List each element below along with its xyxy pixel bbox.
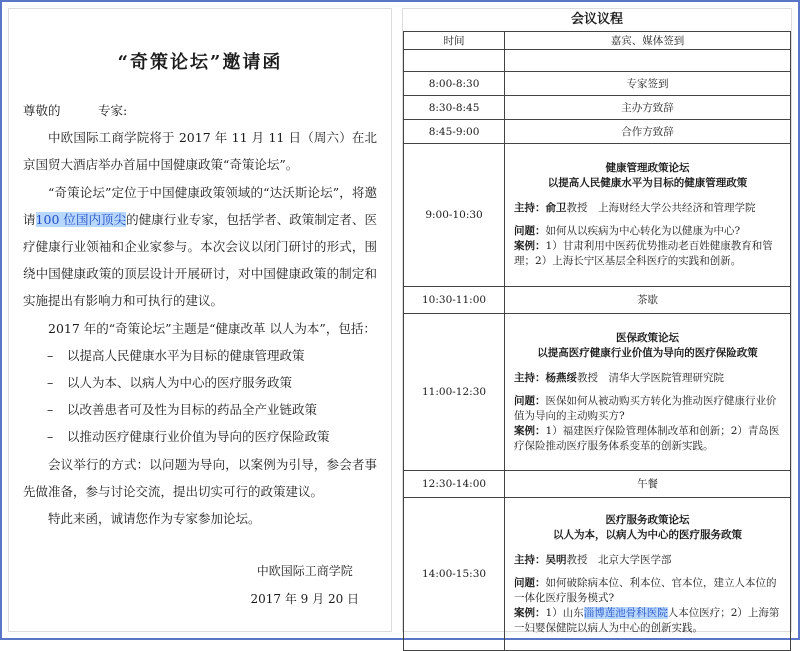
letter-paragraph-3: 2017 年的“奇策论坛”主题是“健康改革 以人为本”，包括： bbox=[48, 320, 376, 336]
session-title: 健康管理政策论坛 bbox=[605, 162, 690, 174]
session-cell bbox=[505, 314, 791, 471]
header-time: 时间 bbox=[404, 32, 505, 50]
row-event: 专家签到 bbox=[505, 72, 791, 96]
session-host: 主持：俞卫教授 上海财经大学公共经济和管理学院 bbox=[514, 202, 756, 214]
session-time: 11:00-12:30 bbox=[404, 314, 505, 471]
session-case: 案例：1）山东淄博莲池骨科医院人本位医疗；2）上海第一妇婴保健院以病人为中心的创新实践。 bbox=[514, 606, 780, 634]
topic-item: – 以提高人民健康水平为目标的健康管理政策 bbox=[23, 342, 377, 369]
table-row bbox=[404, 50, 791, 72]
row-time: 8:45-9:00 bbox=[404, 120, 505, 144]
session-subtitle: 以人为本，以病人为中心的医疗服务政策 bbox=[553, 528, 743, 541]
row-spacer bbox=[505, 50, 791, 72]
agenda-table bbox=[403, 31, 791, 651]
table-header-row bbox=[404, 32, 791, 50]
highlighted-text: 100 位国内顶尖 bbox=[35, 211, 127, 227]
session-time: 9:00-10:30 bbox=[404, 144, 505, 287]
header-event: 嘉宾、媒体签到 bbox=[505, 32, 791, 50]
topic-item: – 以推动医疗健康行业价值为导向的医疗保险政策 bbox=[23, 423, 377, 450]
session-host: 主持：杨燕绥教授 清华大学医院管理研究院 bbox=[514, 371, 725, 384]
row-time: 8:30-8:45 bbox=[404, 96, 505, 120]
session-subtitle: 以提高人民健康水平为目标的健康管理政策 bbox=[547, 177, 748, 189]
session-time: 14:00-15:30 bbox=[404, 498, 505, 651]
row-event: 茶歇 bbox=[505, 287, 791, 314]
session-cell bbox=[505, 498, 791, 651]
signature-date: 2017 年 9 月 20 日 bbox=[250, 592, 360, 606]
table-row bbox=[404, 471, 791, 498]
topic-item: – 以改善患者可及性为目标的药品全产业链政策 bbox=[23, 396, 377, 423]
session-question: 问题：如何从以疾病为中心转化为以健康为中心? bbox=[514, 225, 741, 237]
row-time: 10:30-11:00 bbox=[404, 287, 505, 314]
signature-block bbox=[251, 557, 360, 613]
agenda-title: 会议议程 bbox=[571, 12, 624, 27]
topic-list bbox=[23, 342, 377, 451]
letter-title: “奇策论坛”邀请函 bbox=[117, 52, 283, 73]
row-event: 合作方致辞 bbox=[505, 120, 791, 144]
session-row bbox=[404, 498, 791, 651]
highlighted-text: 淄博莲池骨科医院 bbox=[583, 606, 668, 619]
session-question: 问题：医保如何从被动购买方转化为推动医疗健康行业价值为导向的主动购买方? bbox=[514, 394, 777, 422]
session-row bbox=[404, 314, 791, 471]
row-spacer bbox=[404, 50, 505, 72]
letter-paragraph-2 bbox=[23, 179, 377, 315]
row-time: 12:30-14:00 bbox=[404, 471, 505, 498]
letter-paragraph-4: 会议举行的方式：以问题为导向，以案例为引导，参会者事先做准备，参与讨论交流，提出切实可行的政策建议。 bbox=[23, 456, 378, 499]
row-time: 8:00-8:30 bbox=[404, 72, 505, 96]
agenda-page bbox=[402, 8, 792, 632]
session-case: 案例：1）甘肃利用中医药优势推动老百姓健康教育和管理；2）上海长宁区基层全科医疗的实践和创新。 bbox=[514, 240, 773, 267]
session-row bbox=[404, 144, 791, 287]
session-subtitle: 以提高医疗健康行业价值为导向的医疗保险政策 bbox=[537, 346, 758, 359]
letter-paragraph-2-a: “奇策论坛”定位于中国健康政策领域的“达沃斯论坛”，将邀请 bbox=[23, 184, 378, 227]
session-cell bbox=[505, 144, 791, 287]
session-title: 医保政策论坛 bbox=[616, 331, 680, 344]
letter-paragraph-2-b: 的健康行业专家，包括学者、政策制定者、医疗健康行业领袖和企业家参与。本次会议以闭门研讨的形式，围绕中国健康政策的顶层设计开展研讨，对中国健康政策的制定和实施提出有影响力和可执行的建议。 bbox=[23, 211, 378, 309]
letter-greeting: 尊敬的 专家: bbox=[23, 103, 128, 118]
letter-paragraph-1: 中欧国际工商学院将于 2017 年 11 月 11 日（周六）在北京国贸大酒店举办首届中国健康政策“奇策论坛”。 bbox=[23, 130, 378, 173]
table-row bbox=[404, 72, 791, 96]
row-event: 午餐 bbox=[505, 471, 791, 498]
signature-org: 中欧国际工商学院 bbox=[256, 564, 353, 578]
table-row bbox=[404, 96, 791, 120]
session-question: 问题：如何破除病本位、利本位、官本位，建立人本位的一体化医疗服务模式? bbox=[514, 576, 777, 604]
table-row bbox=[404, 120, 791, 144]
invitation-letter bbox=[8, 8, 392, 632]
table-row bbox=[404, 287, 791, 314]
session-title: 医疗服务政策论坛 bbox=[605, 513, 690, 526]
topic-item: – 以人为本、以病人为中心的医疗服务政策 bbox=[23, 369, 377, 396]
session-case: 案例：1）福建医疗保险管理体制改革和创新；2）青岛医疗保险推动医疗服务体系变革的创新实践。 bbox=[514, 424, 780, 452]
session-host: 主持：吴明教授 北京大学医学部 bbox=[514, 553, 672, 566]
row-event: 主办方致辞 bbox=[505, 96, 791, 120]
letter-paragraph-5: 特此来函，诚请您作为专家参加论坛。 bbox=[48, 511, 261, 527]
